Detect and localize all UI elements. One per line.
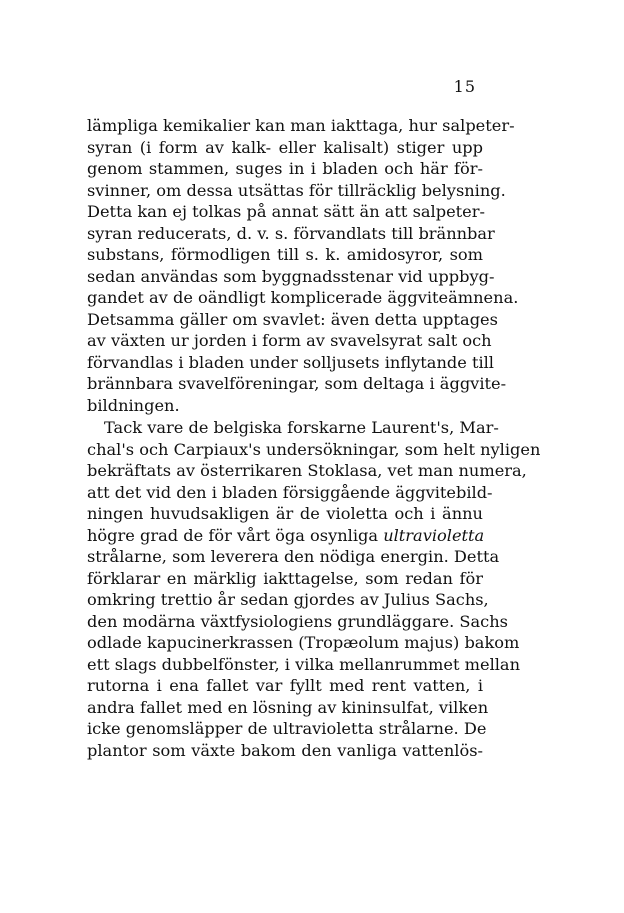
text-line: chal's och Carpiaux's undersökningar, som helt nyligen <box>87 439 541 459</box>
text-line: plantor som växte bakom den vanliga vattenlös- <box>87 740 483 760</box>
text-line: syran reducerats, d. v. s. förvandlats till brännbar <box>87 223 495 243</box>
text-line: lämpliga kemikalier kan man iakttaga, hur salpeter- <box>87 116 515 135</box>
text-line: bekräftats av österrikaren Stoklasa, vet man numera, <box>87 461 527 480</box>
text-line: gandet av de oändligt komplicerade äggviteämnena. <box>87 288 519 307</box>
text-line: andra fallet med en lösning av kininsulfat, vilken <box>87 697 489 717</box>
body-text <box>87 115 541 761</box>
text-segment: högre grad de för vårt öga osynliga <box>87 525 379 545</box>
paragraph-2 <box>87 417 541 761</box>
text-line: förvandlas i bladen under solljusets inflytande till <box>87 352 494 372</box>
italic-word: ultravioletta <box>383 525 485 545</box>
text-line: av växten ur jorden i form av svavelsyrat salt och <box>87 331 492 350</box>
text-line: genom stammen, suges in i bladen och här för- <box>87 159 483 178</box>
text-line: ningen huvudsakligen är de violetta och i ännu <box>87 504 483 523</box>
text-line: Detsamma gäller om svavlet: även detta upptages <box>87 309 498 329</box>
text-line: att det vid den i bladen försiggående äggvitebild- <box>87 482 493 502</box>
text-line-with-italic <box>87 525 483 547</box>
text-line: strålarne, som leverera den nödiga energin. Detta <box>87 547 500 566</box>
text-line: icke genomsläpper de ultravioletta strålarne. De <box>87 719 487 738</box>
text-line: Detta kan ej tolkas på annat sätt än att salpeter- <box>87 202 485 221</box>
text-line: svinner, om dessa utsättas för tillräcklig belysning. <box>87 180 506 200</box>
text-line: brännbara svavelföreningar, som deltaga i äggvite- <box>87 374 507 393</box>
text-line: sedan användas som byggnadsstenar vid uppbyg- <box>87 266 495 286</box>
text-line: omkring trettio år sedan gjordes av Julius Sachs, <box>87 590 489 609</box>
text-line: förklarar en märklig iakttagelse, som redan för <box>87 568 483 588</box>
text-line: rutorna i ena fallet var fyllt med rent vatten, i <box>87 676 483 695</box>
text-line: den modärna växtfysiologiens grundläggare. Sachs <box>87 611 508 631</box>
text-line: bildningen. <box>87 395 180 415</box>
text-line: Tack vare de belgiska forskarne Laurent's, Mar- <box>104 418 499 437</box>
page-number: 15 <box>453 77 476 96</box>
paragraph-1 <box>87 115 519 416</box>
text-line: syran (i form av kalk- eller kalisalt) stiger upp <box>87 137 483 157</box>
text-line: ett slags dubbelfönster, i vilka mellanrummet mellan <box>87 654 520 674</box>
text-line: odlade kapucinerkrassen (Tropæolum majus) bakom <box>87 633 520 652</box>
text-line: substans, förmodligen till s. k. amidosyror, som <box>87 245 483 264</box>
